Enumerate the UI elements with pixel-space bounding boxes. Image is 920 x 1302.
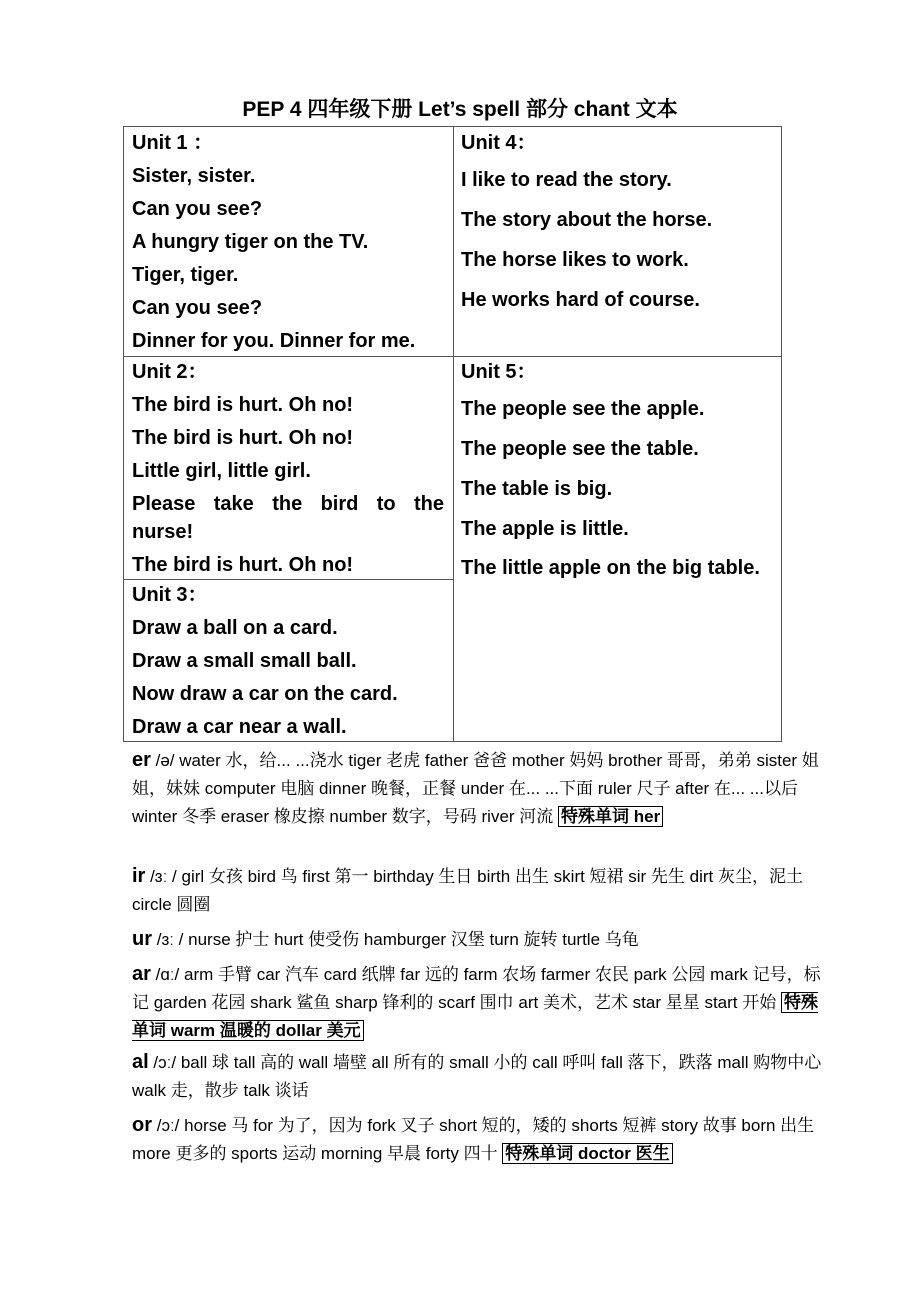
word-group-al: [132, 1048, 822, 1105]
chant-line: Can you see?: [132, 297, 263, 319]
word-list: arm 手臂 car 汽车 card 纸牌 far 远的 farm 农场 farmer 农民 park 公园 mark 记号，标记 garden 花园 shark 鲨鱼 sharp 锋利的 scarf 围巾 art 美术，艺术 star 星星 start 开始: [132, 965, 821, 1012]
phonics-key: ar: [132, 963, 151, 985]
chant-line: Draw a ball on a card.: [132, 617, 338, 639]
word-group-ar: [132, 960, 822, 1045]
phonics-key: ir: [132, 865, 146, 887]
chant-line: The bird is hurt. Oh no!: [132, 427, 354, 449]
word-list: water 水，给... ...浇水 tiger 老虎 father 爸爸 mother 妈妈 brother 哥哥，弟弟 sister 姐姐，妹妹 computer 电脑 dinner 晚餐，正餐 under 在... ...下面 ruler 尺子 after 在... ...以后 winter 冬季 eraser 橡皮擦 number 数字，号码 river 河流: [132, 751, 819, 826]
page-title: PEP 4 四年级下册 Let’s spell 部分 chant 文本: [242, 98, 678, 121]
chant-line: He works hard of course.: [461, 289, 700, 311]
chant-line: A hungry tiger on the TV.: [132, 231, 369, 253]
chant-line: The people see the apple.: [461, 398, 705, 420]
phonics-key: or: [132, 1114, 152, 1136]
chant-line: The apple is little.: [461, 518, 629, 540]
unit-1-heading: Unit 1 ：: [132, 132, 214, 154]
unit-5-heading: Unit 5：: [461, 361, 537, 383]
phonics-key: al: [132, 1051, 149, 1073]
special-word-box: 特殊单词 doctor 医生: [502, 1143, 672, 1164]
phonics-ipa: /ɔː/: [148, 1053, 181, 1072]
chant-line: Tiger, tiger.: [132, 264, 239, 286]
word-group-or: [132, 1111, 822, 1168]
phonics-ipa: /ɜː /: [152, 930, 189, 949]
chant-table: [123, 126, 782, 742]
unit-3-heading: Unit 3：: [132, 584, 208, 606]
word-list: ball 球 tall 高的 wall 墙壁 all 所有的 small 小的 call 呼叫 fall 落下，跌落 mall 购物中心 walk 走，散步 talk 谈话: [132, 1053, 822, 1100]
table-divider-vertical: [453, 127, 454, 741]
unit-2-cell: [132, 356, 444, 582]
chant-line: Can you see?: [132, 198, 263, 220]
chant-line: Sister, sister.: [132, 165, 256, 187]
phonics-ipa: /ɑː/: [150, 965, 184, 984]
chant-line: The table is big.: [461, 478, 613, 500]
phonics-ipa: /ə/: [150, 751, 180, 770]
unit-4-cell: [461, 127, 773, 320]
unit-4-heading: Unit 4：: [461, 132, 537, 154]
chant-line: The horse likes to work.: [461, 249, 689, 271]
chant-line: I like to read the story.: [461, 169, 672, 191]
chant-line: Draw a small small ball.: [132, 650, 357, 672]
chant-line: The bird is hurt. Oh no!: [132, 394, 354, 416]
chant-line: Please take the bird to the nurse!: [132, 493, 444, 543]
word-list: girl 女孩 bird 鸟 first 第一 birthday 生日 birth 出生 skirt 短裙 sir 先生 dirt 灰尘，泥土 circle 圆圈: [132, 867, 803, 914]
unit-3-cell: [132, 579, 446, 744]
chant-line: The story about the horse.: [461, 209, 713, 231]
word-group-er: [132, 746, 822, 831]
special-word-box: 特殊单词 her: [558, 806, 663, 827]
chant-line: Dinner for you. Dinner for me.: [132, 330, 416, 352]
special-word-box: 特殊单词 warm 温暖的 dollar 美元: [132, 993, 818, 1040]
chant-line: The little apple on the big table.: [461, 557, 760, 579]
chant-line: Draw a car near a wall.: [132, 716, 347, 738]
chant-line: The bird is hurt. Oh no!: [132, 554, 354, 576]
unit-2-heading: Unit 2：: [132, 361, 208, 383]
unit-1-cell: [132, 127, 446, 358]
chant-line: Little girl, little girl.: [132, 460, 311, 482]
chant-line: The people see the table.: [461, 438, 699, 460]
word-group-ir: [132, 862, 822, 919]
word-list: nurse 护士 hurt 使受伤 hamburger 汉堡 turn 旋转 turtle 乌龟: [188, 930, 639, 949]
chant-line: Now draw a car on the card.: [132, 683, 398, 705]
phonics-ipa: /ɔː/: [152, 1116, 185, 1135]
unit-5-cell: [461, 356, 773, 585]
word-group-ur: [132, 925, 822, 954]
phonics-key: er: [132, 749, 151, 771]
phonics-key: ur: [132, 928, 152, 950]
word-list: horse 马 for 为了，因为 fork 叉子 short 短的，矮的 shorts 短裤 story 故事 born 出生 more 更多的 sports 运动 morning 早晨 forty 四十: [132, 1116, 815, 1163]
phonics-ipa: /ɜː /: [145, 867, 182, 886]
